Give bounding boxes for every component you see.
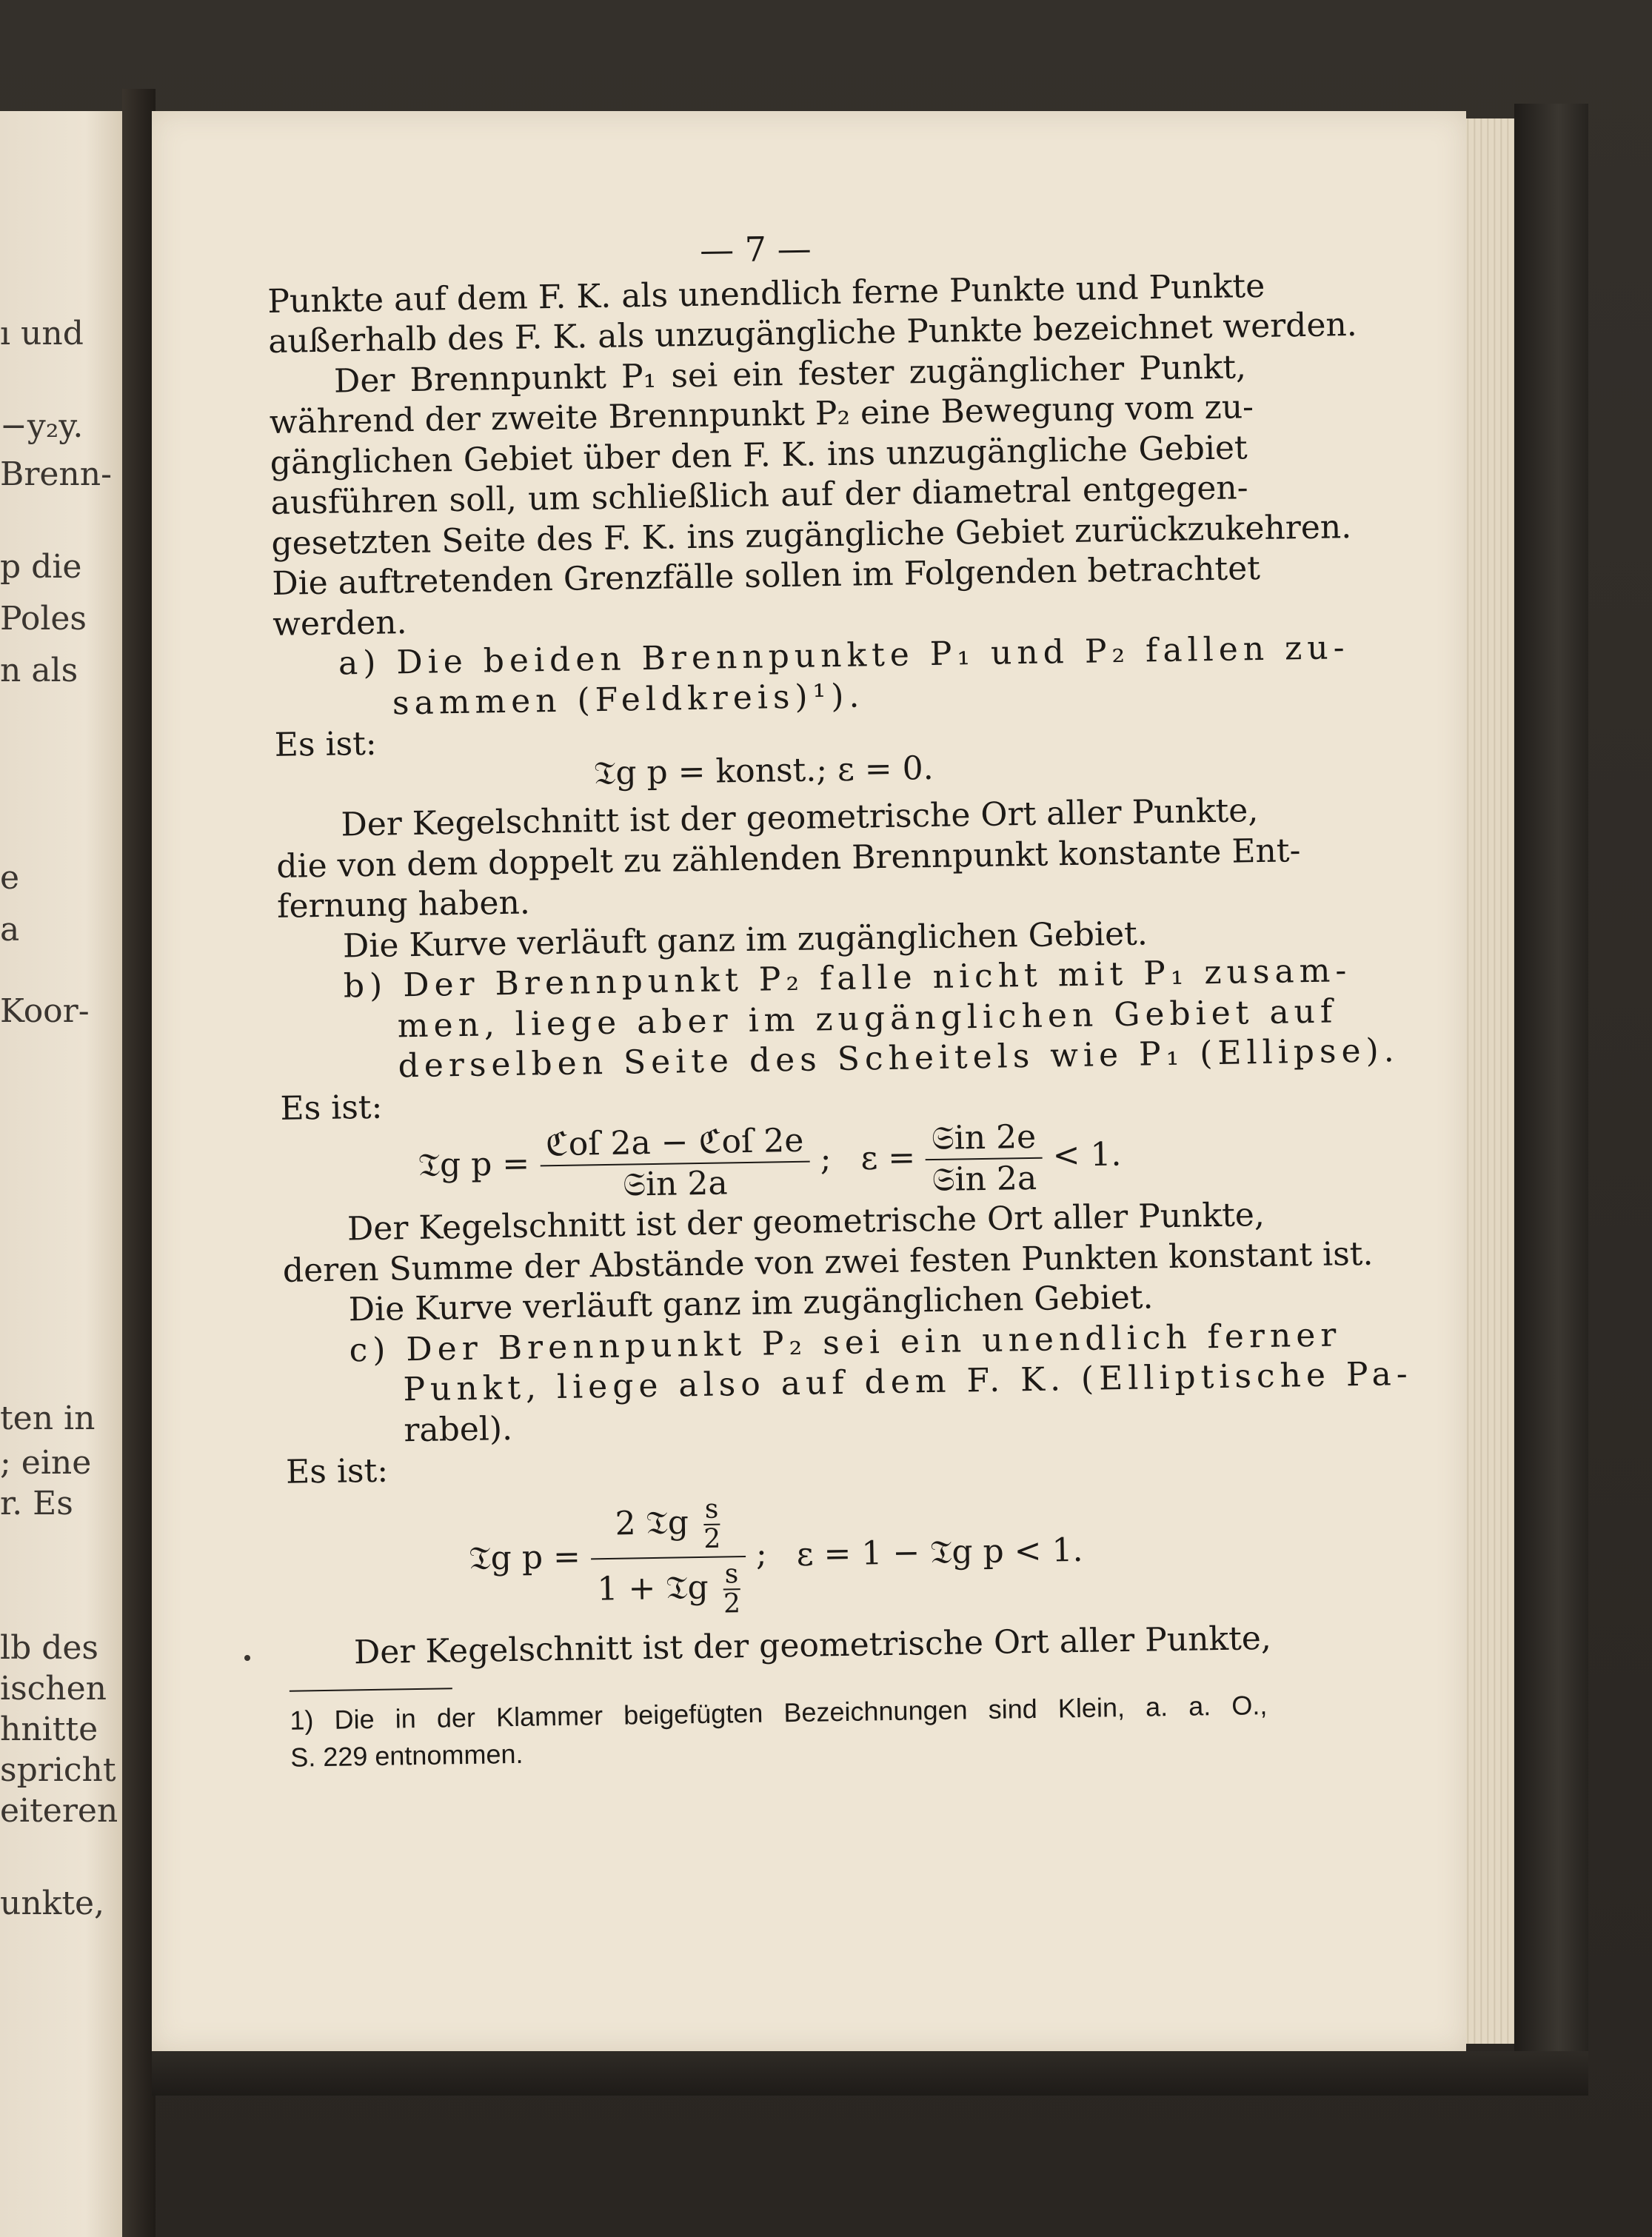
text-line: gesetzten Seite des F. K. ins zugängliche Gebiet zurückzukehren.: [271, 507, 1352, 563]
text-line: werden.: [272, 603, 407, 643]
formula-lhs: 𝔗g p =: [418, 1145, 530, 1185]
left-page-fragment: eiteren: [0, 1792, 118, 1830]
left-page-fragment: Koor-: [0, 992, 90, 1030]
fraction: [539, 1121, 810, 1207]
left-page-fragment: unkte,: [0, 1885, 105, 1922]
s-symbol: s: [724, 1558, 739, 1590]
text-line: Die Kurve verläuft ganz im zugänglichen Gebiet.: [342, 914, 1148, 965]
page-text: [267, 221, 1414, 1776]
book-cover-bottom: [152, 2051, 1588, 2096]
fraction-denominator: [591, 1557, 746, 1620]
case-heading-line: a) Die beiden Brennpunkte P₁ und P₂ fallen zu-: [338, 629, 1350, 683]
left-page-fragment: Poles: [0, 600, 87, 638]
formula-separator: ;: [755, 1534, 768, 1573]
left-facing-page: [0, 111, 122, 2237]
fraction: [925, 1117, 1043, 1200]
case-heading-line: Punkt, liege also auf dem F. K. (Elliptische Pa-: [403, 1354, 1414, 1409]
left-page-fragment: Brenn-: [0, 455, 112, 493]
left-page-fragment: ; eine: [0, 1444, 92, 1482]
left-page-fragment: −y₂y.: [0, 407, 84, 445]
case-heading-line: derselben Seite des Scheitels wie P₁ (Ellipse).: [398, 1031, 1400, 1086]
formula-separator: ;: [820, 1140, 832, 1178]
case-heading-line: rabel).: [403, 1409, 513, 1449]
case-a: [273, 629, 1350, 968]
half-s-fraction: [723, 1560, 740, 1618]
case-b: [278, 952, 1400, 1331]
text-line: Der Kegelschnitt ist der geometrische Ort aller Punkte,: [353, 1619, 1272, 1671]
fraction-numerator: 𝔖in 2e: [931, 1117, 1037, 1158]
text-line: ausführen soll, um schließlich auf der diametral entgegen-: [270, 469, 1248, 522]
formula-case-b: [281, 1114, 1260, 1211]
numerator-text: 2 𝔗g: [615, 1503, 689, 1542]
formula-case-c: [287, 1478, 1266, 1634]
fraction-denominator: 𝔖in 2a: [932, 1159, 1037, 1200]
text-line: Punkte auf dem F. K. als unendlich ferne Punkte und Punkte: [267, 267, 1265, 321]
left-page-fragment: spricht: [0, 1751, 116, 1789]
page-stack-edges: [1462, 118, 1514, 2044]
footnote: [290, 1687, 1268, 1776]
two-symbol: 2: [723, 1588, 741, 1619]
book-cover-edge: [1514, 104, 1588, 2088]
text-line: während der zweite Brennpunkt P₂ eine Bewegung vom zu-: [269, 388, 1254, 441]
text-line: gänglichen Gebiet über den F. K. ins unzugängliche Gebiet: [270, 428, 1248, 482]
left-page-fragment: lb des: [0, 1629, 99, 1667]
eps-lhs: ε =: [860, 1138, 916, 1178]
footnote-line: 1) Die in der Klammer beigefügten Bezeichnungen sind Klein, a. a. O.,: [290, 1690, 1268, 1736]
text-line: Der Kegelschnitt ist der geometrische Ort aller Punkte,: [347, 1195, 1265, 1248]
intro-paragraph: [267, 267, 1358, 645]
book-gutter: [122, 89, 155, 2237]
text-line: Die auftretenden Grenzfälle sollen im Folgenden betrachtet: [271, 549, 1261, 603]
eps-tail: < 1.: [1052, 1135, 1122, 1174]
left-page-fragment: e: [0, 859, 20, 897]
left-page-fragment: ı und: [0, 315, 84, 352]
formula-case-a: 𝔗g p = konst.; ε = 0.: [593, 749, 934, 792]
half-s-fraction: [703, 1495, 720, 1553]
eps-formula: ε = 1 − 𝔗g p < 1.: [796, 1531, 1083, 1574]
text-line: Der Kegelschnitt ist der geometrische Ort aller Punkte,: [341, 792, 1259, 844]
text-line: die von dem doppelt zu zählenden Brennpunkt konstante Ent-: [275, 831, 1301, 886]
case-heading-line: b) Der Brennpunkt P₂ falle nicht mit P₁ zusam-: [343, 952, 1352, 1006]
es-ist-label: Es ist:: [274, 724, 378, 764]
text-line: Der Brennpunkt P₁ sei ein fester zugänglicher Punkt,: [333, 347, 1247, 401]
speck: [244, 1655, 250, 1661]
case-heading-line: sammen (Feldkreis)¹).: [392, 676, 865, 722]
text-line: Die Kurve verläuft ganz im zugänglichen Gebiet.: [348, 1278, 1154, 1329]
left-page-fragment: ischen: [0, 1670, 107, 1708]
left-page-fragment: hnitte: [0, 1711, 98, 1748]
two-symbol: 2: [703, 1523, 721, 1554]
fraction-denominator: 𝔖in 2a: [622, 1164, 729, 1204]
fraction: [590, 1495, 747, 1620]
left-page-fragment: n als: [0, 652, 78, 689]
denominator-text: 1 + 𝔗g: [597, 1568, 709, 1608]
case-heading-line: c) Der Brennpunkt P₂ sei ein unendlich ferner: [349, 1315, 1342, 1369]
text-line: außerhalb des F. K. als unzugängliche Punkte bezeichnet werden.: [267, 305, 1358, 361]
case-c: [284, 1315, 1414, 1674]
left-page-fragment: ten in: [0, 1400, 96, 1437]
formula-lhs: 𝔗g p =: [469, 1537, 581, 1577]
text-line: deren Summe der Abstände von zwei festen Punkten konstant ist.: [282, 1234, 1374, 1290]
left-page-fragment: a: [0, 911, 20, 949]
es-ist-label: Es ist:: [280, 1088, 383, 1128]
text-line: fernung haben.: [276, 883, 531, 926]
fraction-numerator: [609, 1495, 727, 1557]
footnote-line: S. 229 entnommen.: [290, 1738, 524, 1773]
left-page-fragment: r. Es: [0, 1485, 73, 1522]
es-ist-label: Es ist:: [285, 1451, 389, 1491]
page-number: — 7 —: [699, 228, 812, 270]
footnote-rule: [290, 1688, 452, 1691]
fraction-numerator: ℭoſ 2a − ℭoſ 2e: [545, 1121, 804, 1164]
case-heading-line: men, liege aber im zugänglichen Gebiet auf: [397, 992, 1338, 1045]
left-page-fragment: p die: [0, 548, 82, 586]
s-symbol: s: [704, 1494, 719, 1525]
